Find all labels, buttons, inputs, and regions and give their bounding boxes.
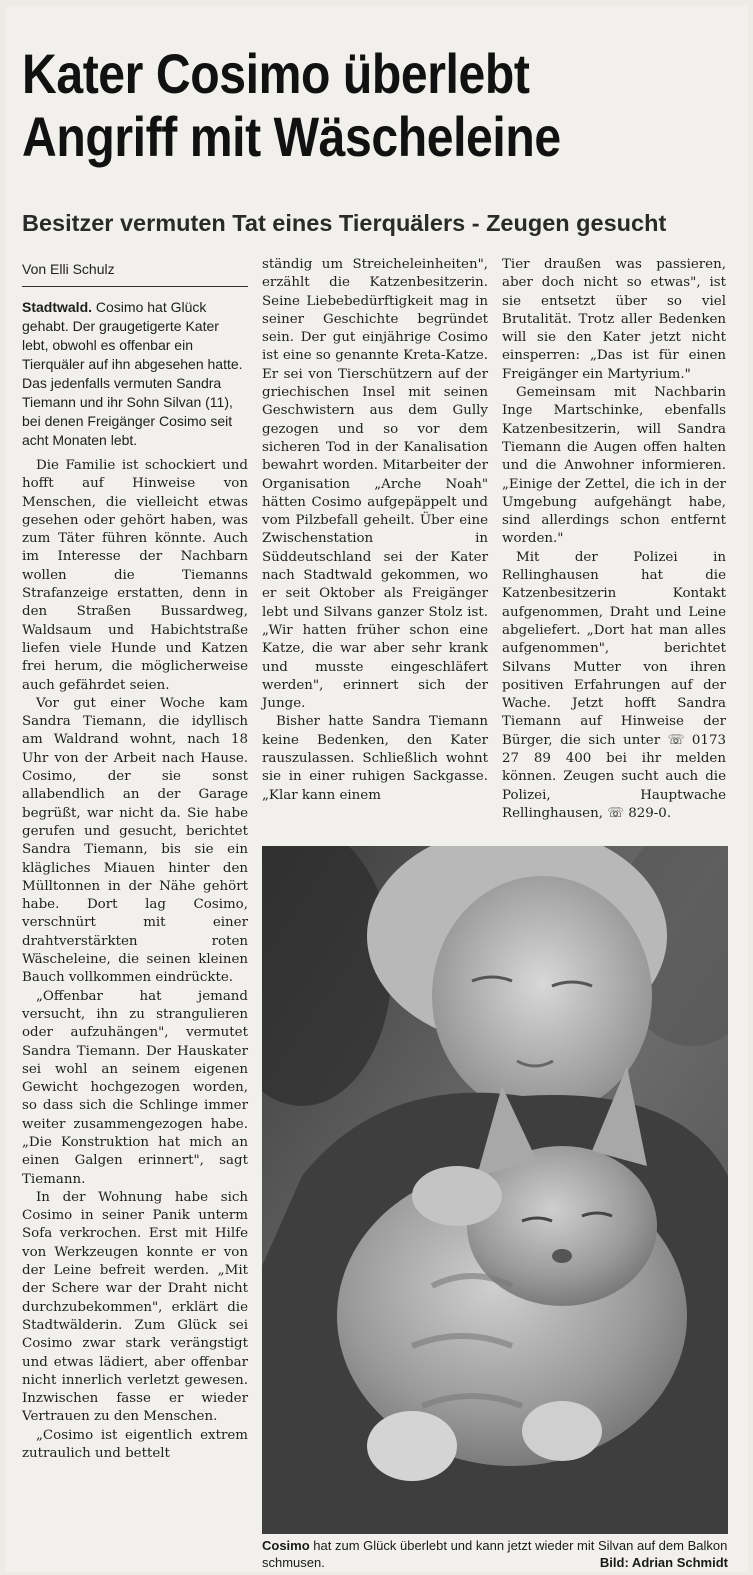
photo-boy-with-cat bbox=[262, 846, 728, 1534]
body-paragraph: „Offenbar hat jemand versucht, ihn zu strangulieren oder aufzuhängen", vermutet Sandra Tiemann. Der Hauskater sei wohl an seinem eigenen Gewicht hochgezogen worden, so dass sich die Schlinge immer weiter zusammengezogen habe. „Die Konstruktion hat mich an einen Galgen erinnert", sagt Tiemann. bbox=[22, 988, 248, 1187]
photo-credit: Bild: Adrian Schmidt bbox=[599, 1554, 728, 1570]
caption-name: Cosimo bbox=[262, 1538, 310, 1553]
newspaper-clipping bbox=[6, 6, 748, 1572]
column-3 bbox=[502, 256, 726, 823]
subheadline: Besitzer vermuten Tat eines Tierquälers - Zeugen gesucht bbox=[22, 210, 667, 236]
headline-line-2: Angriff mit Wäscheleine bbox=[22, 105, 561, 168]
headline bbox=[22, 42, 641, 168]
body-paragraph: „Cosimo ist eigentlich extrem zutraulich und bettelt bbox=[22, 1427, 248, 1462]
column-1 bbox=[22, 298, 248, 1463]
caption-text: hat zum Glück überlebt und kann jetzt wieder mit Silvan auf dem Balkon schmusen. bbox=[262, 1538, 728, 1570]
body-paragraph: Tier draußen was passieren, aber doch nicht so etwas", ist sie entsetzt über so viel Brutalität. Trotz aller Bedenken will sie den Kater jetzt nicht einsperren: „Das ist für einen Freigänger ein Martyrium." bbox=[502, 257, 726, 382]
column-2 bbox=[262, 256, 488, 805]
dateline: Stadtwald. bbox=[22, 299, 93, 315]
body-paragraph: ständig um Streicheleinheiten", erzählt die Katzenbesitzerin. Seine Liebebedürftigkeit mag in seiner Geschichte begründet sein. Der gut einjährige Cosimo ist eine so genannte Kreta-Katze. Er sei von Tierschützern auf der griechischen Insel mit seinen Geschwistern aus dem Gully gezogen und so vor dem sicheren Tod in der Kanalisation bewahrt worden. Mitarbeiter der Organisation „Arche Noah" hätten Cosimo aufgepäppelt und vom Pilzbefall geheilt. Über eine Zwischenstation in Süddeutschland sei der Kater nach Stadtwald gekommen, wo er seit Oktober als Freigänger lebt und Silvans ganzer Stolz ist. „Wir hatten früher schon eine Katze, die war aber sehr krank und musste eingeschläfert werden", erinnert sich der Junge. bbox=[262, 257, 488, 712]
headline-line-1: Kater Cosimo überlebt bbox=[22, 42, 530, 105]
body-paragraph: Mit der Polizei in Rellinghausen hat die Katzenbesitzerin Kontakt aufgenommen, Draht und Leine abgeliefert. „Dort hat man alles aufgenommen", berichtet Silvans Mutter von ihren positiven Erfahrungen auf der Wache. Jetzt hofft Sandra Tiemann auf Hinweise der Bürger, die sich unter ☏ 0173 27 89 400 bei ihr melden können. Zeugen sucht auch die Polizei, Hauptwache Rellinghausen, ☏ 829-0. bbox=[502, 549, 726, 821]
body-paragraph: In der Wohnung habe sich Cosimo in seiner Panik unterm Sofa verkrochen. Erst mit Hilfe von Werkzeugen konnte er von der Leine befreit werden. „Mit der Schere war der Draht nicht durchzubekommen", erklärt die Stadtwälderin. Zum Glück sei Cosimo zwar stark verängstigt und etwas lädiert, aber offenbar nicht innerlich verletzt gewesen. Inzwischen fasse er wieder Vertrauen zu den Menschen. bbox=[22, 1189, 248, 1425]
lead-text: Cosimo hat Glück gehabt. Der graugetigerte Kater lebt, obwohl es offenbar ein Tierquäler auf ihn abgesehen hatte. Das jedenfalls vermuten Sandra Tiemann und ihr Sohn Silvan (11), bei denen Freigänger Cosimo seit acht Monaten lebt. bbox=[22, 299, 243, 448]
photo-image bbox=[262, 846, 728, 1534]
body-paragraph: Gemeinsam mit Nachbarin Inge Martschinke, ebenfalls Katzenbesitzerin, will Sandra Tiemann die Augen offen halten und die Anwohner informieren. „Einige der Zettel, die ich in der Umgebung aufgehängt habe, sind allerdings schon entfernt worden." bbox=[502, 385, 726, 547]
body-paragraph: Die Familie ist schockiert und hofft auf Hinweise von Menschen, die vielleicht etwas gesehen oder gehört haben, was zum Täter führen könnte. Auch im Interesse der Nachbarn wollen die Tiemanns Strafanzeige erstatten, denn in den Straßen Bussardweg, Waldsaum und Habichtstraße liefen viele Hunde und Katzen frei herum, die möglicherweise auch gefährdet seien. bbox=[22, 458, 248, 693]
byline-rule bbox=[22, 286, 248, 287]
body-paragraph: Vor gut einer Woche kam Sandra Tiemann, die idyllisch am Waldrand wohnt, nach 18 Uhr von der Arbeit nach Hause. Cosimo, der sie sonst allabendlich an der Garage begrüßt, war nicht da. Sie habe gerufen und gesucht, berichtet Sandra Tiemann, bis sie ein klägliches Miauen hinter den Mülltonnen in der Nähe gehört habe. Dort lag Cosimo, verschnürt mit einer drahtverstärkten roten Wäscheleine, die seinen kleinen Bauch vollkommen eindrückte. bbox=[22, 695, 248, 986]
lead-paragraph bbox=[22, 298, 248, 450]
byline: Von Elli Schulz bbox=[22, 261, 115, 277]
body-paragraph: Bisher hatte Sandra Tiemann keine Bedenken, den Kater rauszulassen. Schließlich wohnt sie in einer ruhigen Sackgasse. „Klar kann einem bbox=[262, 714, 488, 803]
photo-caption bbox=[262, 1538, 728, 1571]
